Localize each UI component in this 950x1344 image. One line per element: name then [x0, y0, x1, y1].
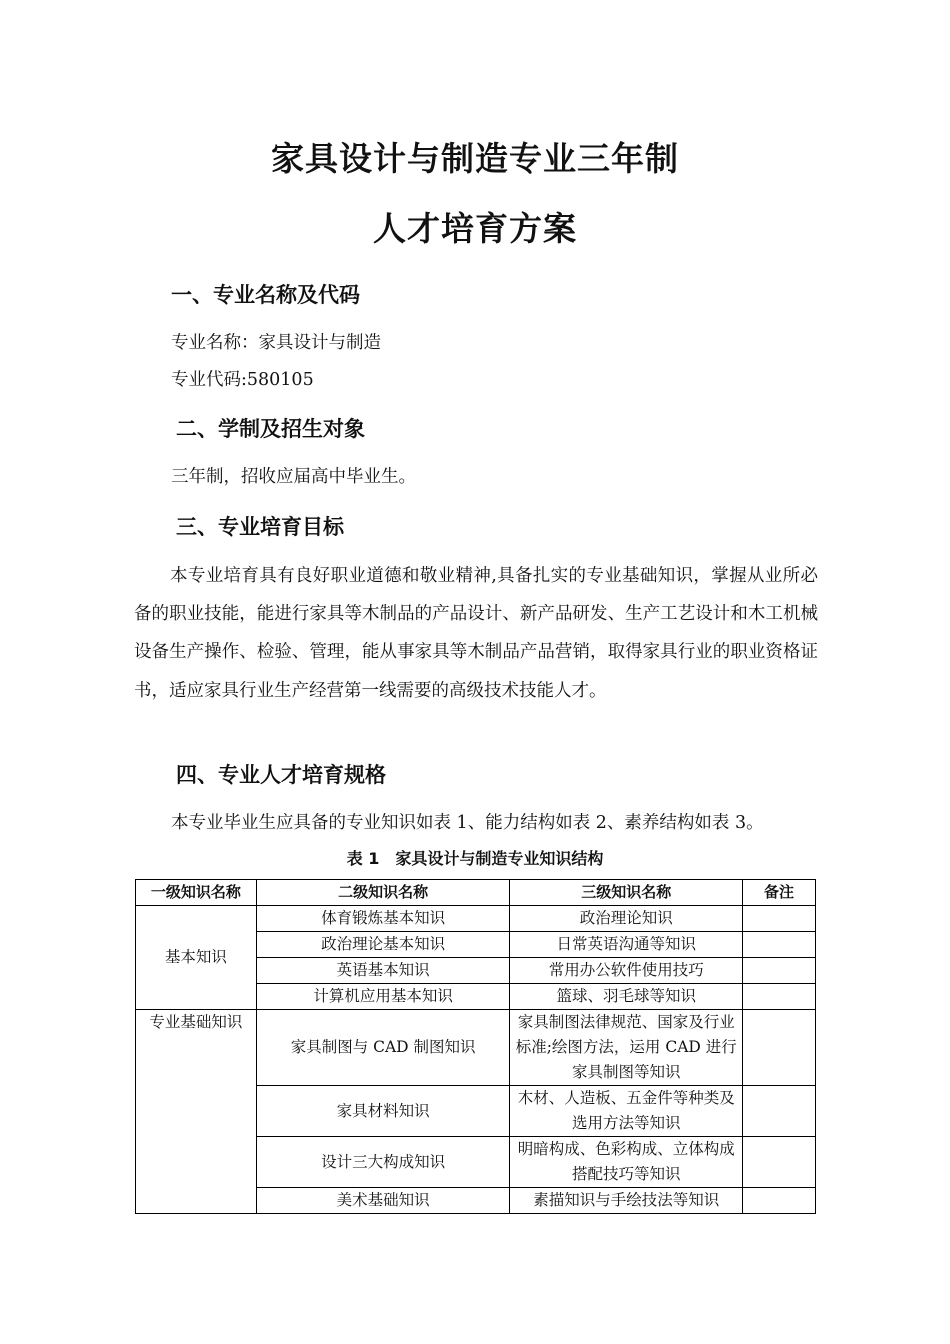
note-cell [743, 958, 816, 984]
note-cell [743, 906, 816, 932]
section2-heading: 二、学制及招生对象 [176, 417, 365, 441]
table-row [136, 906, 816, 932]
level2-cell: 家具制图与 CAD 制图知识 [256, 1010, 510, 1086]
section4-heading: 四、专业人才培育规格 [176, 763, 386, 787]
level2-cell: 美术基础知识 [256, 1188, 510, 1214]
section3-heading: 三、专业培育目标 [176, 515, 344, 539]
col-header-level3: 三级知识名称 [510, 880, 743, 906]
section1-heading: 一、专业名称及代码 [171, 283, 360, 307]
level2-cell: 家具材料知识 [256, 1086, 510, 1137]
col-header-level2: 二级知识名称 [256, 880, 510, 906]
doc-title-line1: 家具设计与制造专业三年制 [271, 139, 679, 178]
level3-cell: 政治理论知识 [510, 906, 743, 932]
level2-cell: 英语基本知识 [256, 958, 510, 984]
table-header-row [136, 880, 816, 906]
note-cell [743, 1188, 816, 1214]
level3-cell: 木材、人造板、五金件等种类及选用方法等知识 [510, 1086, 743, 1137]
note-cell [743, 1137, 816, 1188]
note-cell [743, 1010, 816, 1086]
level2-cell: 计算机应用基本知识 [256, 984, 510, 1010]
level3-cell: 常用办公软件使用技巧 [510, 958, 743, 984]
doc-title-line2: 人才培育方案 [373, 209, 577, 248]
section2-text: 三年制，招收应届高中毕业生。 [171, 467, 416, 487]
level3-cell: 明暗构成、色彩构成、立体构成搭配技巧等知识 [510, 1137, 743, 1188]
group-basic-knowledge: 基本知识 [136, 906, 257, 1010]
note-cell [743, 984, 816, 1010]
table-caption: 表 1 家具设计与制造专业知识结构 [346, 849, 604, 868]
level2-cell: 政治理论基本知识 [256, 932, 510, 958]
level3-cell: 篮球、羽毛球等知识 [510, 984, 743, 1010]
section4-text: 本专业毕业生应具备的专业知识如表 1、能力结构如表 2、素养结构如表 3。 [171, 813, 764, 833]
major-name: 专业名称：家具设计与制造 [171, 333, 381, 353]
col-header-level1: 一级知识名称 [136, 880, 257, 906]
level3-cell: 日常英语沟通等知识 [510, 932, 743, 958]
section3-paragraph: 本专业培育具有良好职业道德和敬业精神,具备扎实的专业基础知识，掌握从业所必备的职业技能，能进行家具等木制品的产品设计、新产品研发、生产工艺设计和木工机械设备生产操作、检验、管理，能从事家具等木制品产品营销，取得家具行业的职业资格证书，适应家具行业生产经营第一线需要的高级技术技能人才。 [134, 566, 818, 701]
level3-cell: 素描知识与手绘技法等知识 [510, 1188, 743, 1214]
col-header-note: 备注 [743, 880, 816, 906]
major-code: 专业代码:580105 [171, 370, 314, 390]
level2-cell: 设计三大构成知识 [256, 1137, 510, 1188]
group-professional-basics: 专业基础知识 [136, 1010, 257, 1214]
level2-cell: 体育锻炼基本知识 [256, 906, 510, 932]
note-cell [743, 932, 816, 958]
level3-cell: 家具制图法律规范、国家及行业标准;绘图方法，运用 CAD 进行家具制图等知识 [510, 1010, 743, 1086]
knowledge-table [135, 879, 816, 1214]
note-cell [743, 1086, 816, 1137]
table-row [136, 1010, 816, 1086]
